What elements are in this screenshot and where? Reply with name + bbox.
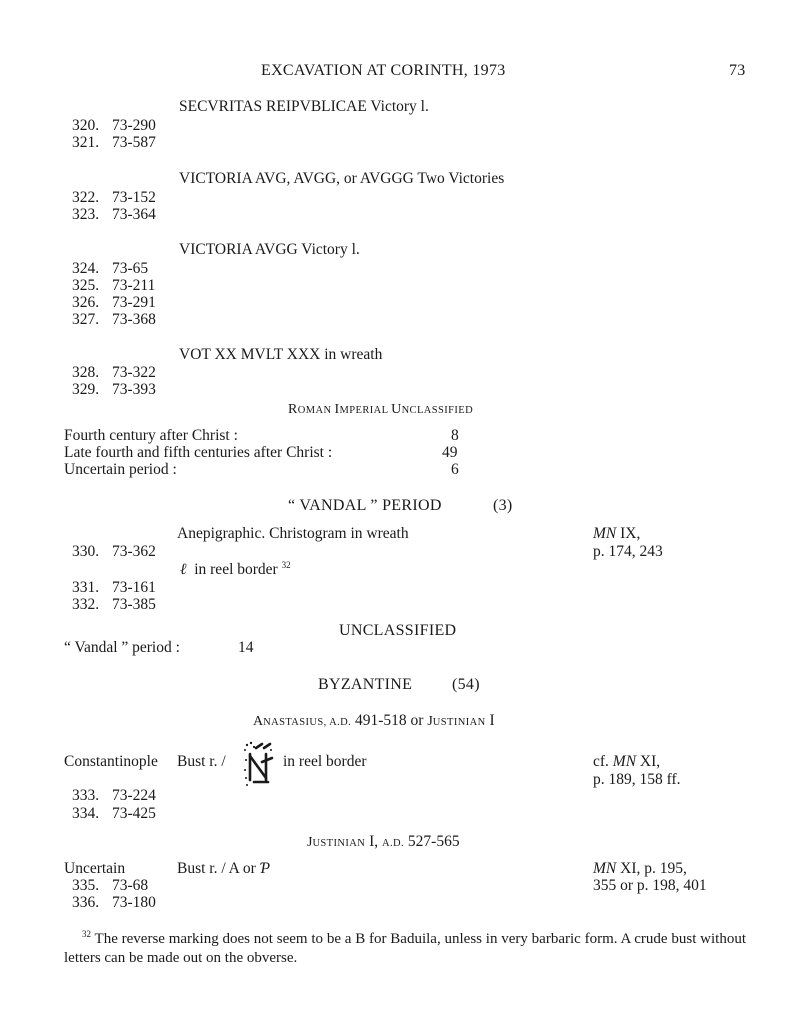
section-heading-byzantine: BYZANTINE <box>318 676 413 693</box>
inventory-number: 73-322 <box>112 364 156 381</box>
footnote-marker: 32 <box>82 929 91 939</box>
section-count-vandal: (3) <box>493 497 513 514</box>
monogram-icon <box>242 740 276 788</box>
inventory-number: 73-587 <box>112 134 156 151</box>
inventory-number: 73-385 <box>112 596 156 613</box>
catalog-number: 333. <box>72 787 100 804</box>
catalog-number: 334. <box>72 805 100 822</box>
footnote-ref: 32 <box>281 559 291 570</box>
type-description: Anepigraphic. Christogram in wreath <box>177 525 409 542</box>
section-count-byzantine: (54) <box>452 676 480 693</box>
catalog-number: 321. <box>72 134 100 151</box>
catalog-number: 332. <box>72 596 100 613</box>
reference-page: p. 174, 243 <box>593 543 663 560</box>
section-heading-justinian: JUSTINIAN I, A.D. 527-565 <box>307 833 460 850</box>
catalog-number: 331. <box>72 579 100 596</box>
inventory-number: 73-152 <box>112 189 156 206</box>
catalog-number: 325. <box>72 277 100 294</box>
section-heading-vandal: “ VANDAL ” PERIOD <box>288 497 442 514</box>
page-number: 73 <box>729 62 746 79</box>
catalog-number: 328. <box>72 364 100 381</box>
reference: MN IX, <box>593 525 641 542</box>
catalog-number: 323. <box>72 206 100 223</box>
inventory-number: 73-425 <box>112 805 156 822</box>
reference: MN XI, p. 195, <box>593 860 687 877</box>
inventory-number: 73-290 <box>112 117 156 134</box>
section-heading-victoria-two: VICTORIA AVG, AVGG, or AVGGG Two Victories <box>179 170 505 187</box>
reference: cf. MN XI, <box>593 753 661 770</box>
section-heading-vot: VOT XX MVLT XXX in wreath <box>179 346 383 363</box>
mint-label: Constantinople <box>64 753 158 770</box>
catalog-number: 335. <box>72 877 100 894</box>
inventory-number: 73-211 <box>112 277 156 294</box>
summary-label: Uncertain period : <box>64 461 177 478</box>
catalog-number: 320. <box>72 117 100 134</box>
inventory-number: 73-68 <box>112 877 149 894</box>
catalog-number: 327. <box>72 311 100 328</box>
section-heading-victoria-one: VICTORIA AVGG Victory l. <box>179 241 360 258</box>
inventory-number: 73-65 <box>112 260 149 277</box>
catalog-number: 326. <box>72 294 100 311</box>
summary-count: 49 <box>442 444 458 461</box>
reference-page: p. 189, 158 ff. <box>593 771 681 788</box>
summary-label: Late fourth and fifth centuries after Christ : <box>64 444 333 461</box>
summary-label: “ Vandal ” period : <box>64 639 180 656</box>
inventory-number: 73-161 <box>112 579 156 596</box>
inventory-number: 73-364 <box>112 206 156 223</box>
running-head-title: EXCAVATION AT CORINTH, 1973 <box>261 62 506 79</box>
mint-label: Uncertain <box>64 860 126 877</box>
catalog-number: 324. <box>72 260 100 277</box>
type-description: in reel border <box>283 753 367 770</box>
inventory-number: 73-291 <box>112 294 156 311</box>
catalog-number: 329. <box>72 381 100 398</box>
summary-count: 14 <box>238 639 254 656</box>
summary-count: 6 <box>451 461 459 478</box>
footnote-text: The reverse marking does not seem to be a B for Baduila, unless in very barbaric form. A crude bust without letters can be made out on the obverse. <box>64 931 746 966</box>
footnote <box>64 930 746 968</box>
inventory-number: 73-224 <box>112 787 156 804</box>
summary-count: 8 <box>451 427 459 444</box>
inventory-number: 73-368 <box>112 311 156 328</box>
type-description: Bust r. / A or Ƥ <box>177 860 270 877</box>
inventory-number: 73-180 <box>112 894 156 911</box>
section-heading-securitas: SECVRITAS REIPVBLICAE Victory l. <box>179 98 429 115</box>
section-heading-roman-unclassified: ROMAN IMPERIAL UNCLASSIFIED <box>288 402 474 417</box>
section-heading-anastasius: ANASTASIUS, A.D. 491-518 or JUSTINIAN I <box>253 712 495 729</box>
summary-label: Fourth century after Christ : <box>64 427 238 444</box>
type-description: Bust r. / <box>177 753 226 770</box>
inventory-number: 73-362 <box>112 543 156 560</box>
catalog-number: 330. <box>72 543 100 560</box>
reference-page: 355 or p. 198, 401 <box>593 877 707 894</box>
type-description: ℓ in reel border $^{32}$ <box>180 559 291 578</box>
catalog-number: 336. <box>72 894 100 911</box>
inventory-number: 73-393 <box>112 381 156 398</box>
section-heading-unclassified: UNCLASSIFIED <box>339 622 457 639</box>
catalog-number: 322. <box>72 189 100 206</box>
